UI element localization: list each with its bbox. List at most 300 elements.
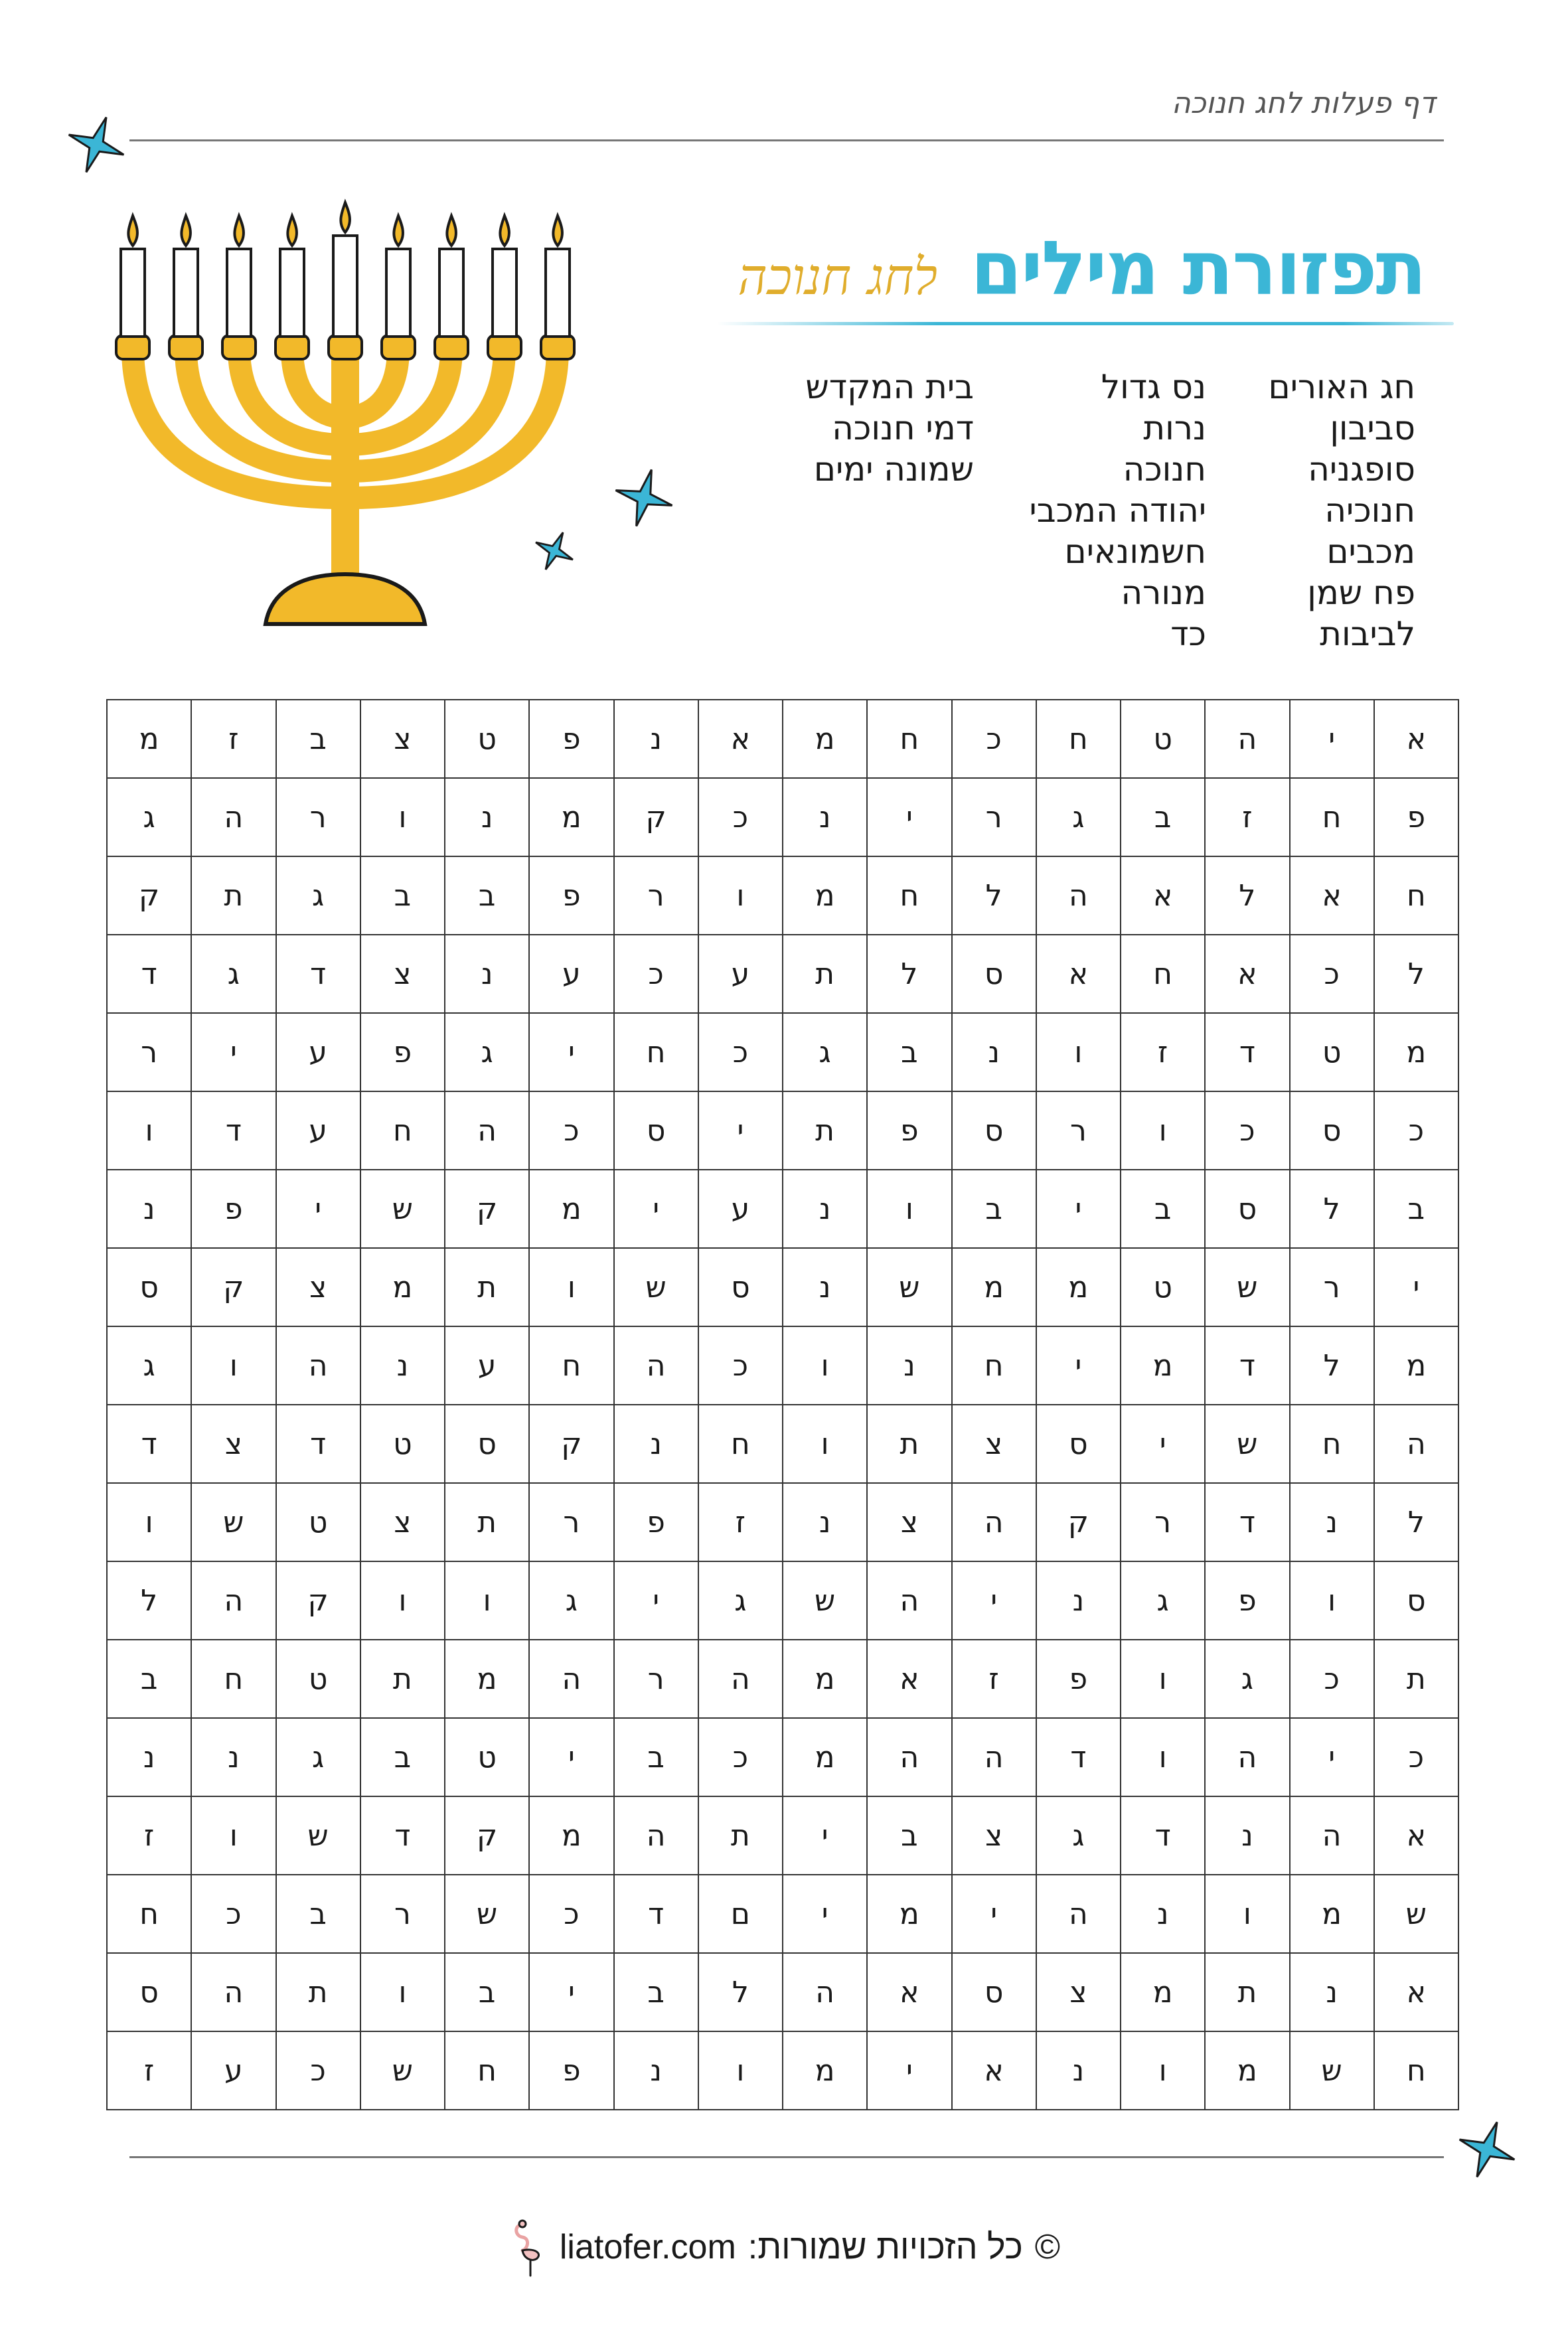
grid-cell[interactable]: ט (445, 1718, 529, 1796)
grid-cell[interactable]: ר (107, 1013, 191, 1091)
grid-cell[interactable]: ב (276, 700, 360, 778)
grid-cell[interactable]: ר (1290, 1248, 1374, 1326)
grid-cell[interactable]: נ (783, 778, 867, 856)
grid-cell[interactable]: ב (867, 1013, 951, 1091)
grid-cell[interactable]: ב (445, 856, 529, 935)
grid-cell[interactable]: כ (614, 935, 698, 1013)
grid-cell[interactable]: מ (1036, 1248, 1121, 1326)
grid-cell[interactable]: ח (107, 1875, 191, 1953)
grid-cell[interactable]: ט (276, 1640, 360, 1718)
grid-cell[interactable]: ה (1205, 700, 1289, 778)
grid-cell[interactable]: ד (107, 935, 191, 1013)
grid-cell[interactable]: ו (1205, 1875, 1289, 1953)
grid-cell[interactable]: ל (867, 935, 951, 1013)
grid-cell[interactable]: צ (360, 700, 445, 778)
grid-cell[interactable]: ח (1036, 700, 1121, 778)
grid-cell[interactable]: ש (614, 1248, 698, 1326)
grid-cell[interactable]: ס (107, 1953, 191, 2031)
grid-cell[interactable]: מ (1374, 1013, 1458, 1091)
grid-cell[interactable]: י (614, 1561, 698, 1640)
grid-cell[interactable]: נ (1036, 1561, 1121, 1640)
grid-cell[interactable]: א (867, 1640, 951, 1718)
grid-cell[interactable]: ת (1374, 1640, 1458, 1718)
grid-cell[interactable]: ו (1121, 1640, 1205, 1718)
grid-cell[interactable]: ד (1205, 1483, 1289, 1561)
grid-cell[interactable]: ה (952, 1718, 1036, 1796)
grid-cell[interactable]: א (1036, 935, 1121, 1013)
grid-cell[interactable]: ת (445, 1483, 529, 1561)
grid-cell[interactable]: ד (276, 935, 360, 1013)
grid-cell[interactable]: ס (614, 1091, 698, 1170)
grid-cell[interactable]: נ (614, 700, 698, 778)
footer (0, 2217, 1568, 2280)
grid-cell[interactable]: ק (191, 1248, 275, 1326)
grid-cell[interactable]: מ (952, 1248, 1036, 1326)
grid-cell[interactable]: כ (1374, 1091, 1458, 1170)
grid-cell[interactable]: ג (1036, 1796, 1121, 1875)
grid-cell[interactable]: ע (698, 1170, 783, 1248)
grid-cell[interactable]: ב (614, 1718, 698, 1796)
grid-cell[interactable]: ו (783, 1405, 867, 1483)
grid-cell[interactable]: כ (698, 1718, 783, 1796)
grid-cell[interactable]: י (529, 1718, 613, 1796)
grid-cell[interactable]: ד (1205, 1013, 1289, 1091)
grid-cell[interactable]: ז (1205, 778, 1289, 856)
grid-cell[interactable]: פ (191, 1170, 275, 1248)
grid-cell[interactable]: ח (867, 856, 951, 935)
grid-cell[interactable]: ת (783, 935, 867, 1013)
grid-cell[interactable]: י (191, 1013, 275, 1091)
grid-cell[interactable]: צ (952, 1405, 1036, 1483)
grid-cell[interactable]: ט (445, 700, 529, 778)
grid-cell[interactable]: כ (1290, 1640, 1374, 1718)
grid-cell[interactable]: ס (445, 1405, 529, 1483)
grid-cell[interactable]: ה (1036, 1875, 1121, 1953)
grid-cell[interactable]: ב (360, 856, 445, 935)
grid-cell[interactable]: י (614, 1170, 698, 1248)
grid-cell[interactable]: ה (783, 1953, 867, 2031)
word-item: סביבון (1330, 409, 1415, 447)
grid-cell[interactable]: מ (783, 1640, 867, 1718)
grid-cell[interactable]: א (867, 1953, 951, 2031)
grid-cell[interactable]: ק (614, 778, 698, 856)
word-item: חנוכיה (1324, 491, 1415, 530)
grid-cell[interactable]: ג (107, 778, 191, 856)
grid-cell[interactable]: ו (783, 1326, 867, 1405)
grid-cell[interactable]: ה (1036, 856, 1121, 935)
grid-cell[interactable]: י (1036, 1170, 1121, 1248)
grid-cell[interactable]: ת (783, 1091, 867, 1170)
grid-cell[interactable]: צ (1036, 1953, 1121, 2031)
grid-cell[interactable]: ה (867, 1561, 951, 1640)
grid-cell[interactable]: ו (360, 1953, 445, 2031)
grid-cell[interactable]: פ (1205, 1561, 1289, 1640)
grid-cell[interactable]: ת (445, 1248, 529, 1326)
grid-cell[interactable]: ב (107, 1640, 191, 1718)
grid-cell[interactable]: ו (360, 1561, 445, 1640)
grid-cell[interactable]: ע (276, 1091, 360, 1170)
grid-cell[interactable]: ג (107, 1326, 191, 1405)
grid-cell[interactable]: ב (1121, 778, 1205, 856)
grid-cell[interactable]: א (1374, 1953, 1458, 2031)
grid-cell[interactable]: ט (360, 1405, 445, 1483)
grid-cell[interactable]: פ (529, 2031, 613, 2110)
grid-cell[interactable]: נ (867, 1326, 951, 1405)
grid-cell[interactable]: ח (698, 1405, 783, 1483)
grid-cell[interactable]: י (783, 1875, 867, 1953)
grid-cell[interactable]: פ (360, 1013, 445, 1091)
grid-cell[interactable]: ח (1121, 935, 1205, 1013)
grid-cell[interactable]: ל (1290, 1170, 1374, 1248)
grid-cell[interactable]: ס (1036, 1405, 1121, 1483)
grid-cell[interactable]: מ (107, 700, 191, 778)
grid-cell[interactable]: ל (1374, 935, 1458, 1013)
grid-cell[interactable]: ב (276, 1875, 360, 1953)
grid-cell[interactable]: נ (1036, 2031, 1121, 2110)
grid-cell[interactable]: פ (1374, 778, 1458, 856)
grid-cell[interactable]: ס (1374, 1561, 1458, 1640)
grid-cell[interactable]: מ (529, 1170, 613, 1248)
grid-cell[interactable]: ח (614, 1013, 698, 1091)
grid-cell[interactable]: ח (360, 1091, 445, 1170)
grid-cell[interactable]: ש (191, 1483, 275, 1561)
grid-cell[interactable]: ב (445, 1953, 529, 2031)
grid-cell[interactable]: צ (276, 1248, 360, 1326)
grid-cell[interactable]: ח (1290, 1405, 1374, 1483)
grid-cell[interactable]: ד (360, 1796, 445, 1875)
grid-cell[interactable]: ג (1205, 1640, 1289, 1718)
grid-cell[interactable]: ח (445, 2031, 529, 2110)
grid-cell[interactable]: ו (867, 1170, 951, 1248)
grid-cell[interactable]: ו (1121, 1091, 1205, 1170)
grid-row (107, 2031, 1458, 2110)
grid-cell[interactable]: כ (698, 1326, 783, 1405)
grid-cell[interactable]: נ (107, 1170, 191, 1248)
grid-cell[interactable]: כ (1374, 1718, 1458, 1796)
grid-cell[interactable]: ק (107, 856, 191, 935)
grid-cell[interactable]: ר (952, 778, 1036, 856)
grid-cell[interactable]: ל (1205, 856, 1289, 935)
grid-cell[interactable]: י (867, 2031, 951, 2110)
grid-cell[interactable]: ת (867, 1405, 951, 1483)
grid-cell[interactable]: א (698, 700, 783, 778)
grid-cell[interactable]: ב (1121, 1170, 1205, 1248)
grid-cell[interactable]: מ (1121, 1326, 1205, 1405)
grid-cell[interactable]: ת (191, 856, 275, 935)
grid-cell[interactable]: פ (867, 1091, 951, 1170)
grid-cell[interactable]: נ (783, 1248, 867, 1326)
grid-cell[interactable]: מ (529, 1796, 613, 1875)
grid-cell[interactable]: נ (614, 2031, 698, 2110)
top-divider (129, 139, 1444, 141)
grid-cell[interactable]: ה (614, 1326, 698, 1405)
grid-cell[interactable]: ר (529, 1483, 613, 1561)
grid-cell[interactable]: כ (191, 1875, 275, 1953)
grid-cell[interactable]: ר (360, 1875, 445, 1953)
grid-cell[interactable]: נ (1121, 1875, 1205, 1953)
grid-cell[interactable]: מ (360, 1248, 445, 1326)
grid-cell[interactable]: ה (1290, 1796, 1374, 1875)
grid-cell[interactable]: א (1374, 1796, 1458, 1875)
grid-cell[interactable]: כ (698, 778, 783, 856)
grid-cell[interactable]: י (698, 1091, 783, 1170)
grid-cell[interactable]: ב (360, 1718, 445, 1796)
grid-cell[interactable]: ג (191, 935, 275, 1013)
grid-cell[interactable]: צ (360, 1483, 445, 1561)
grid-cell[interactable]: ד (107, 1405, 191, 1483)
grid-cell[interactable]: ו (1121, 1718, 1205, 1796)
grid-cell[interactable]: ה (1205, 1718, 1289, 1796)
grid-cell[interactable]: צ (360, 935, 445, 1013)
grid-cell[interactable]: כ (1290, 935, 1374, 1013)
grid-cell[interactable]: ל (1290, 1326, 1374, 1405)
grid-cell[interactable]: ו (445, 1561, 529, 1640)
grid-cell[interactable]: ד (1036, 1718, 1121, 1796)
grid-cell[interactable]: ל (952, 856, 1036, 935)
grid-cell[interactable]: ז (698, 1483, 783, 1561)
grid-cell[interactable]: ה (191, 778, 275, 856)
grid-cell[interactable]: ס (1290, 1091, 1374, 1170)
grid-cell[interactable]: נ (360, 1326, 445, 1405)
grid-cell[interactable]: ע (445, 1326, 529, 1405)
grid-cell[interactable]: ש (1205, 1405, 1289, 1483)
grid-cell[interactable]: צ (191, 1405, 275, 1483)
grid-cell[interactable]: א (1290, 856, 1374, 935)
grid-cell[interactable]: ת (1205, 1953, 1289, 2031)
grid-cell[interactable]: י (529, 1953, 613, 2031)
grid-cell[interactable]: ע (529, 935, 613, 1013)
grid-cell[interactable]: ח (952, 1326, 1036, 1405)
grid-row (107, 1091, 1458, 1170)
grid-cell[interactable]: ס (1205, 1170, 1289, 1248)
grid-cell[interactable]: ה (1374, 1405, 1458, 1483)
grid-cell[interactable]: ח (1374, 2031, 1458, 2110)
grid-cell[interactable]: י (952, 1875, 1036, 1953)
word-item: פח שמן (1307, 574, 1415, 612)
grid-cell[interactable]: ח (529, 1326, 613, 1405)
grid-cell[interactable]: ה (867, 1718, 951, 1796)
grid-cell[interactable]: ה (698, 1640, 783, 1718)
grid-cell[interactable]: ט (1121, 1248, 1205, 1326)
grid-cell[interactable]: ו (698, 856, 783, 935)
grid-cell[interactable]: מ (529, 778, 613, 856)
grid-cell[interactable]: ו (191, 1326, 275, 1405)
grid-cell[interactable]: ק (445, 1796, 529, 1875)
grid-cell[interactable]: י (1036, 1326, 1121, 1405)
grid-cell[interactable]: ש (783, 1561, 867, 1640)
grid-cell[interactable]: פ (529, 856, 613, 935)
grid-cell[interactable]: ת (360, 1640, 445, 1718)
grid-cell[interactable]: א (1121, 856, 1205, 935)
grid-cell[interactable]: ג (445, 1013, 529, 1091)
grid-cell[interactable]: פ (1036, 1640, 1121, 1718)
page-header: דף פעלות לחג חנוכה (1171, 86, 1435, 120)
grid-cell[interactable]: ה (276, 1326, 360, 1405)
grid-cell[interactable]: ס (952, 935, 1036, 1013)
grid-cell[interactable]: ע (276, 1013, 360, 1091)
grid-cell[interactable]: ה (445, 1091, 529, 1170)
grid-cell[interactable]: ב (614, 1953, 698, 2031)
grid-cell[interactable]: ד (276, 1405, 360, 1483)
grid-cell[interactable]: ו (529, 1248, 613, 1326)
grid-cell[interactable]: מ (783, 2031, 867, 2110)
grid-cell[interactable]: ה (614, 1796, 698, 1875)
grid-cell[interactable]: ה (191, 1561, 275, 1640)
grid-cell[interactable]: ט (1121, 700, 1205, 778)
grid-cell[interactable]: י (1121, 1405, 1205, 1483)
grid-cell[interactable]: ס (107, 1248, 191, 1326)
grid-cell[interactable]: מ (783, 1718, 867, 1796)
grid-cell[interactable]: ג (1121, 1561, 1205, 1640)
grid-cell[interactable]: ט (276, 1483, 360, 1561)
grid-cell[interactable]: ת (276, 1953, 360, 2031)
grid-cell[interactable]: ג (1036, 778, 1121, 856)
grid-cell[interactable]: ד (614, 1875, 698, 1953)
grid-cell[interactable]: מ (867, 1875, 951, 1953)
grid-cell[interactable]: ו (698, 2031, 783, 2110)
grid-cell[interactable]: ש (1205, 1248, 1289, 1326)
grid-cell[interactable]: ז (191, 700, 275, 778)
grid-cell[interactable]: ח (867, 700, 951, 778)
grid-cell[interactable]: ג (783, 1013, 867, 1091)
grid-cell[interactable]: ו (191, 1796, 275, 1875)
grid-cell[interactable]: א (1374, 700, 1458, 778)
grid-cell[interactable]: ב (867, 1796, 951, 1875)
grid-cell[interactable]: ל (698, 1953, 783, 2031)
grid-cell[interactable]: ו (1290, 1561, 1374, 1640)
grid-cell[interactable]: ח (1374, 856, 1458, 935)
grid-cell[interactable]: מ (1205, 2031, 1289, 2110)
grid-cell[interactable]: י (1290, 700, 1374, 778)
grid-cell[interactable]: ב (1374, 1170, 1458, 1248)
grid-cell[interactable]: כ (276, 2031, 360, 2110)
grid-cell[interactable]: ק (445, 1170, 529, 1248)
grid-cell[interactable]: ה (191, 1953, 275, 2031)
grid-cell[interactable]: י (783, 1796, 867, 1875)
grid-cell[interactable]: ס (698, 1248, 783, 1326)
grid-cell[interactable]: מ (1121, 1953, 1205, 2031)
grid-cell[interactable]: י (867, 778, 951, 856)
grid-cell[interactable]: ס (952, 1953, 1036, 2031)
grid-cell[interactable]: נ (445, 935, 529, 1013)
grid-cell[interactable]: מ (445, 1640, 529, 1718)
grid-cell[interactable]: ח (191, 1640, 275, 1718)
grid-cell[interactable]: נ (107, 1718, 191, 1796)
grid-cell[interactable]: א (1205, 935, 1289, 1013)
grid-cell[interactable]: י (952, 1561, 1036, 1640)
grid-cell[interactable]: מ (1374, 1326, 1458, 1405)
grid-cell[interactable]: נ (1205, 1796, 1289, 1875)
grid-cell[interactable]: ש (360, 1170, 445, 1248)
grid-cell[interactable]: כ (952, 700, 1036, 778)
word-item: נרות (1143, 409, 1206, 447)
grid-cell[interactable]: ס (952, 1091, 1036, 1170)
grid-cell[interactable]: ק (276, 1561, 360, 1640)
grid-cell[interactable]: ש (1290, 2031, 1374, 2110)
grid-cell[interactable]: ו (107, 1091, 191, 1170)
grid-cell[interactable]: נ (952, 1013, 1036, 1091)
grid-cell[interactable]: ו (360, 778, 445, 856)
grid-cell[interactable]: כ (529, 1091, 613, 1170)
grid-cell[interactable]: ש (867, 1248, 951, 1326)
grid-cell[interactable]: נ (783, 1483, 867, 1561)
grid-cell[interactable]: ה (952, 1483, 1036, 1561)
grid-cell[interactable]: ד (1205, 1326, 1289, 1405)
grid-cell[interactable]: פ (614, 1483, 698, 1561)
grid-cell[interactable]: ו (107, 1483, 191, 1561)
grid-cell[interactable]: ז (1121, 1013, 1205, 1091)
grid-cell[interactable]: ע (191, 2031, 275, 2110)
grid-cell[interactable]: ט (1290, 1013, 1374, 1091)
grid-cell[interactable]: נ (191, 1718, 275, 1796)
grid-cell[interactable]: נ (1290, 1953, 1374, 2031)
grid-cell[interactable]: ק (529, 1405, 613, 1483)
grid-cell[interactable]: פ (529, 700, 613, 778)
grid-cell[interactable]: ב (952, 1170, 1036, 1248)
grid-cell[interactable]: נ (614, 1405, 698, 1483)
grid-cell[interactable]: י (1290, 1718, 1374, 1796)
grid-cell[interactable]: נ (783, 1170, 867, 1248)
grid-cell[interactable]: ז (107, 2031, 191, 2110)
grid-cell[interactable]: נ (1290, 1483, 1374, 1561)
word-item: חג האורים (1268, 368, 1415, 406)
grid-cell[interactable]: ר (614, 856, 698, 935)
grid-cell[interactable]: מ (1290, 1875, 1374, 1953)
grid-cell[interactable]: כ (1205, 1091, 1289, 1170)
grid-cell[interactable]: מ (783, 856, 867, 935)
grid-cell[interactable]: י (529, 1013, 613, 1091)
grid-cell[interactable]: ק (1036, 1483, 1121, 1561)
grid-cell[interactable]: ד (1121, 1796, 1205, 1875)
grid-cell[interactable]: י (276, 1170, 360, 1248)
grid-cell[interactable]: ז (952, 1640, 1036, 1718)
grid-cell[interactable]: ח (1290, 778, 1374, 856)
grid-cell[interactable]: ר (1121, 1483, 1205, 1561)
grid-cell[interactable]: מ (783, 700, 867, 778)
grid-cell[interactable]: ה (529, 1640, 613, 1718)
grid-cell[interactable]: צ (867, 1483, 951, 1561)
grid-cell[interactable]: ת (698, 1796, 783, 1875)
grid-cell[interactable]: ד (191, 1091, 275, 1170)
grid-cell[interactable]: ג (276, 1718, 360, 1796)
grid-cell[interactable]: ש (445, 1875, 529, 1953)
grid-cell[interactable]: ע (698, 935, 783, 1013)
grid-cell[interactable]: צ (952, 1796, 1036, 1875)
grid-cell[interactable]: ר (614, 1640, 698, 1718)
grid-cell[interactable]: ר (1036, 1091, 1121, 1170)
grid-cell[interactable]: ש (276, 1796, 360, 1875)
grid-cell[interactable]: ג (698, 1561, 783, 1640)
grid-cell[interactable]: ם (698, 1875, 783, 1953)
word-list-column-1 (1269, 366, 1415, 655)
grid-cell[interactable]: כ (698, 1013, 783, 1091)
grid-cell[interactable]: ר (276, 778, 360, 856)
grid-cell[interactable]: א (952, 2031, 1036, 2110)
grid-cell[interactable]: ג (529, 1561, 613, 1640)
grid-cell[interactable]: ג (276, 856, 360, 935)
grid-cell[interactable]: ל (107, 1561, 191, 1640)
grid-cell[interactable]: נ (445, 778, 529, 856)
grid-cell[interactable]: ש (1374, 1875, 1458, 1953)
grid-cell[interactable]: כ (529, 1875, 613, 1953)
grid-cell[interactable]: ש (360, 2031, 445, 2110)
grid-cell[interactable]: ל (1374, 1483, 1458, 1561)
grid-cell[interactable]: י (1374, 1248, 1458, 1326)
grid-cell[interactable]: ו (1121, 2031, 1205, 2110)
grid-cell[interactable]: ו (1036, 1013, 1121, 1091)
grid-cell[interactable]: ז (107, 1796, 191, 1875)
word-item: שמונה ימים (813, 450, 974, 489)
